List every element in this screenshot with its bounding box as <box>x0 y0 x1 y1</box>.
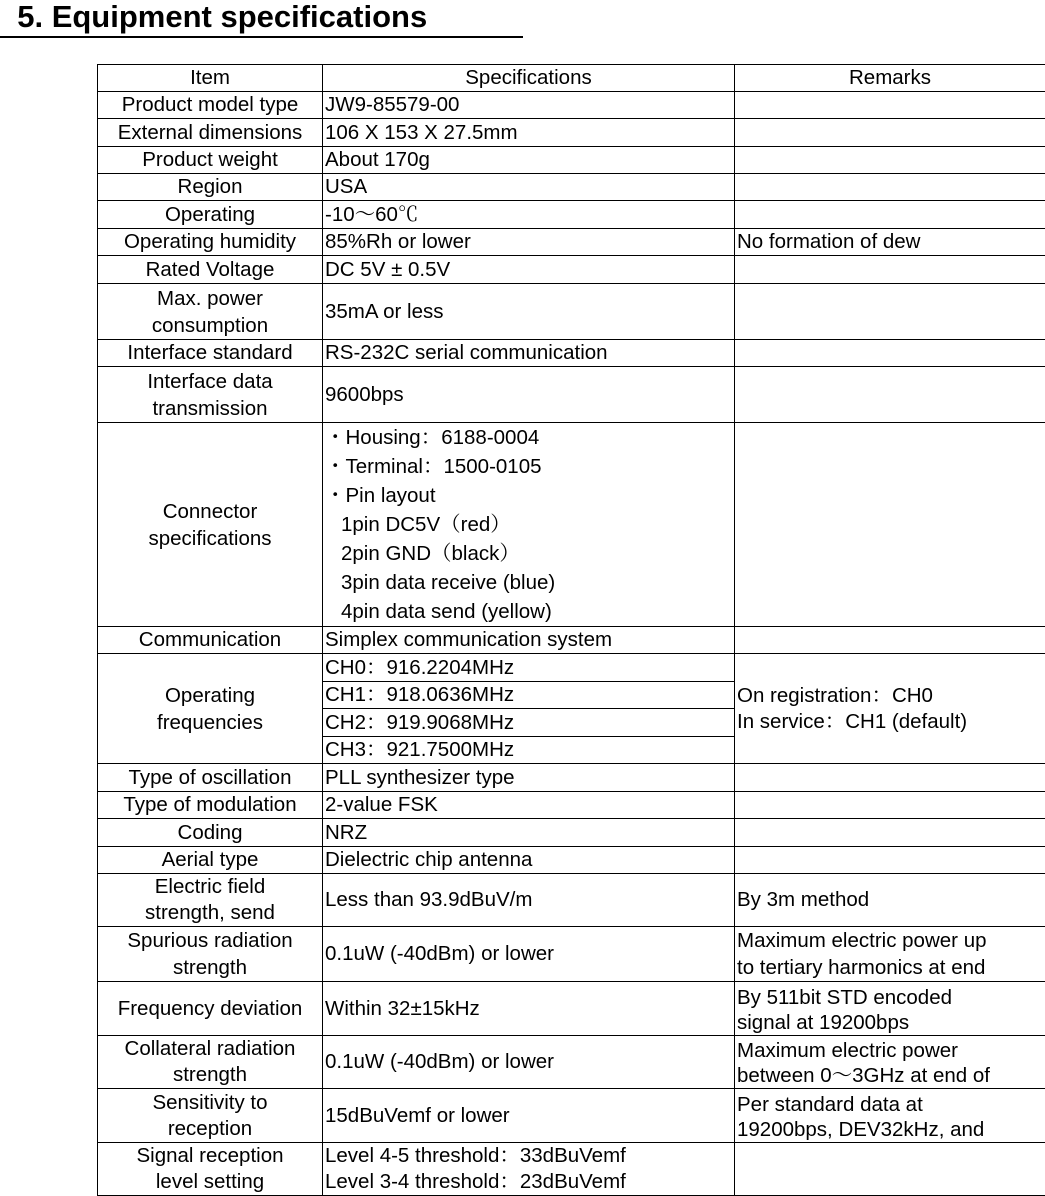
spec-cell: Simplex communication system <box>323 627 735 654</box>
table-row <box>98 174 1045 201</box>
remarks-cell <box>735 284 1045 340</box>
remarks-cell <box>735 764 1045 792</box>
column-header-specifications: Specifications <box>323 65 735 92</box>
table-row <box>98 1036 1045 1089</box>
connector-line: 1pin DC5V（red） <box>325 510 732 539</box>
remarks-cell <box>735 927 1045 982</box>
spec-cell: RS-232C serial communication <box>323 340 735 367</box>
item-cell <box>98 1143 323 1196</box>
spec-cell: -10～60℃ <box>323 201 735 229</box>
remarks-cell <box>735 92 1045 119</box>
item-cell: Interface standard <box>98 340 323 367</box>
item-cell: Type of oscillation <box>98 764 323 792</box>
item-line: Operating <box>100 682 320 709</box>
remarks-cell <box>735 367 1045 423</box>
table-row <box>98 284 1045 340</box>
remarks-cell <box>735 423 1045 627</box>
connector-line: ・Terminal：1500-0105 <box>325 452 732 481</box>
table-row <box>98 819 1045 847</box>
spec-cell: Dielectric chip antenna <box>323 847 735 874</box>
remarks-line: signal at 19200bps <box>737 1010 1043 1035</box>
item-line: Collateral radiation <box>100 1036 320 1062</box>
item-cell: Operating <box>98 201 323 229</box>
remarks-cell <box>735 1036 1045 1089</box>
item-cell: Type of modulation <box>98 792 323 819</box>
remarks-cell <box>735 119 1045 147</box>
remarks-line: By 511bit STD encoded <box>737 985 1043 1010</box>
item-cell: Coding <box>98 819 323 847</box>
spec-cell: PLL synthesizer type <box>323 764 735 792</box>
remarks-cell <box>735 201 1045 229</box>
item-cell <box>98 284 323 340</box>
item-cell: Operating humidity <box>98 229 323 256</box>
item-cell: Communication <box>98 627 323 654</box>
remarks-line: Maximum electric power up <box>737 927 1043 954</box>
table-row <box>98 792 1045 819</box>
spec-cell: 2-value FSK <box>323 792 735 819</box>
spec-cell: JW9-85579-00 <box>323 92 735 119</box>
specifications-table <box>97 64 1045 1196</box>
connector-spec-cell <box>323 423 735 627</box>
item-cell: Aerial type <box>98 847 323 874</box>
table-row <box>98 367 1045 423</box>
connector-line: ・Housing：6188-0004 <box>325 423 732 452</box>
remarks-cell <box>735 792 1045 819</box>
spec-cell: 0.1uW (-40dBm) or lower <box>323 927 735 982</box>
table-row <box>98 229 1045 256</box>
remarks-cell <box>735 654 1045 764</box>
item-line: Connector <box>100 498 320 525</box>
item-cell: Rated Voltage <box>98 256 323 284</box>
remarks-line: On registration：CH0 <box>737 683 1043 709</box>
channel-cell: CH1：918.0636MHz <box>323 682 735 709</box>
spec-cell: DC 5V ± 0.5V <box>323 256 735 284</box>
item-cell <box>98 423 323 627</box>
remarks-cell <box>735 982 1045 1036</box>
item-line: level setting <box>100 1169 320 1195</box>
item-line: Max. power <box>100 285 320 312</box>
spec-cell: 15dBuVemf or lower <box>323 1089 735 1143</box>
connector-line: 4pin data send (yellow) <box>325 597 732 626</box>
item-line: strength, send <box>100 900 320 926</box>
remarks-line: In service：CH1 (default) <box>737 709 1043 735</box>
spec-cell: 9600bps <box>323 367 735 423</box>
table-row <box>98 201 1045 229</box>
item-line: Spurious radiation <box>100 927 320 954</box>
table-row <box>98 119 1045 147</box>
item-cell <box>98 1036 323 1089</box>
table-row <box>98 92 1045 119</box>
remarks-line: Per standard data at <box>737 1092 1043 1117</box>
column-header-remarks: Remarks <box>735 65 1045 92</box>
item-line: specifications <box>100 525 320 552</box>
table-row <box>98 764 1045 792</box>
connector-line: 3pin data receive (blue) <box>325 568 732 597</box>
remarks-line: Maximum electric power <box>737 1038 1043 1063</box>
item-line: reception <box>100 1116 320 1142</box>
spec-line: Level 3-4 threshold：23dBuVemf <box>325 1169 732 1195</box>
spec-cell: Less than 93.9dBuV/m <box>323 874 735 927</box>
remarks-cell <box>735 340 1045 367</box>
item-cell <box>98 1089 323 1143</box>
remarks-cell <box>735 256 1045 284</box>
item-line: Signal reception <box>100 1143 320 1169</box>
remarks-cell <box>735 1143 1045 1196</box>
table-row <box>98 147 1045 174</box>
section-heading: 5. Equipment specifications <box>0 0 523 38</box>
table-row <box>98 874 1045 927</box>
spec-cell: 35mA or less <box>323 284 735 340</box>
table-row <box>98 654 1045 682</box>
item-line: strength <box>100 1062 320 1088</box>
item-cell: External dimensions <box>98 119 323 147</box>
table-row <box>98 1143 1045 1196</box>
channel-cell: CH2：919.9068MHz <box>323 709 735 737</box>
column-header-item: Item <box>98 65 323 92</box>
table-row <box>98 256 1045 284</box>
table-row <box>98 340 1045 367</box>
remarks-cell <box>735 1089 1045 1143</box>
item-line: Interface data <box>100 368 320 395</box>
item-line: frequencies <box>100 709 320 736</box>
spec-cell: 85%Rh or lower <box>323 229 735 256</box>
spec-cell: NRZ <box>323 819 735 847</box>
table-row <box>98 927 1045 982</box>
item-cell <box>98 927 323 982</box>
spec-cell: 106 X 153 X 27.5mm <box>323 119 735 147</box>
remarks-cell <box>735 147 1045 174</box>
table-row <box>98 982 1045 1036</box>
item-line: Electric field <box>100 874 320 900</box>
remarks-cell <box>735 174 1045 201</box>
item-line: Sensitivity to <box>100 1090 320 1116</box>
spec-line: Level 4-5 threshold：33dBuVemf <box>325 1143 732 1169</box>
remarks-cell <box>735 819 1045 847</box>
connector-line: 2pin GND（black） <box>325 539 732 568</box>
channel-cell: CH0：916.2204MHz <box>323 654 735 682</box>
item-cell <box>98 874 323 927</box>
remarks-line: between 0～3GHz at end of <box>737 1063 1043 1088</box>
item-cell: Product model type <box>98 92 323 119</box>
spec-cell <box>323 1143 735 1196</box>
item-line: strength <box>100 954 320 981</box>
spec-cell: 0.1uW (-40dBm) or lower <box>323 1036 735 1089</box>
remarks-cell <box>735 847 1045 874</box>
item-cell <box>98 654 323 764</box>
remarks-cell <box>735 627 1045 654</box>
remarks-line: to tertiary harmonics at end <box>737 954 1043 981</box>
item-cell <box>98 367 323 423</box>
remarks-cell: No formation of dew <box>735 229 1045 256</box>
remarks-cell: By 3m method <box>735 874 1045 927</box>
table-row <box>98 423 1045 627</box>
spec-cell: About 170g <box>323 147 735 174</box>
item-cell: Product weight <box>98 147 323 174</box>
channel-cell: CH3：921.7500MHz <box>323 737 735 764</box>
table-row <box>98 627 1045 654</box>
spec-cell: Within 32±15kHz <box>323 982 735 1036</box>
item-cell: Region <box>98 174 323 201</box>
remarks-line: 19200bps, DEV32kHz, and <box>737 1117 1043 1142</box>
item-cell: Frequency deviation <box>98 982 323 1036</box>
connector-line: ・Pin layout <box>325 481 732 510</box>
item-line: transmission <box>100 395 320 422</box>
table-row <box>98 847 1045 874</box>
table-row <box>98 1089 1045 1143</box>
header-row <box>98 65 1045 92</box>
item-line: consumption <box>100 312 320 339</box>
spec-cell: USA <box>323 174 735 201</box>
